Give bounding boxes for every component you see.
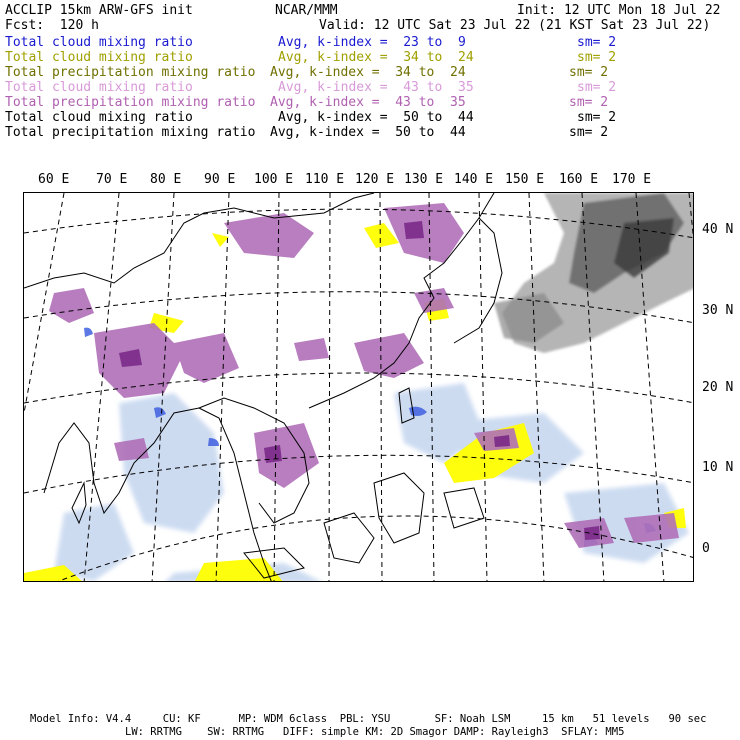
lon-label: 70 E <box>96 172 128 187</box>
lon-label: 100 E <box>254 172 294 187</box>
legend-row-field: Total cloud mixing ratio <box>5 80 193 95</box>
lat-label: 40 N <box>702 222 734 237</box>
legend-row-sm: sm= 2 <box>569 95 609 110</box>
forecast-hour: Fcst: 120 h <box>5 18 99 33</box>
model-info-line2: LW: RRTMG SW: RRTMG DIFF: simple KM: 2D Smagor DAMP: Rayleigh3 SFLAY: MM5 <box>125 726 625 738</box>
high-cloud-shading <box>494 193 694 353</box>
low-cloud-light-shading <box>54 383 689 582</box>
legend-row-sm: sm= 2 <box>577 110 617 125</box>
lon-label: 160 E <box>559 172 599 187</box>
lat-label: 10 N <box>702 460 734 475</box>
lat-label: 20 N <box>702 380 734 395</box>
legend-row-sm: sm= 2 <box>577 35 617 50</box>
legend-row-avg: Avg, k-index = 43 to 35 <box>278 80 474 95</box>
lon-label: 130 E <box>404 172 444 187</box>
legend-row-field: Total precipitation mixing ratio <box>5 65 256 80</box>
legend-row-sm: sm= 2 <box>577 80 617 95</box>
lon-label: 80 E <box>150 172 182 187</box>
legend-row-field: Total cloud mixing ratio <box>5 50 193 65</box>
init-time: Init: 12 UTC Mon 18 Jul 22 <box>517 3 721 18</box>
legend-row-field: Total precipitation mixing ratio <box>5 95 256 110</box>
legend-row-field: Total cloud mixing ratio <box>5 35 193 50</box>
legend-row-avg: Avg, k-index = 34 to 24 <box>270 65 466 80</box>
model-title: ACCLIP 15km ARW-GFS init <box>5 3 193 18</box>
lon-label: 150 E <box>505 172 545 187</box>
lon-label: 120 E <box>355 172 395 187</box>
legend-row-avg: Avg, k-index = 34 to 24 <box>278 50 474 65</box>
legend-row-sm: sm= 2 <box>577 50 617 65</box>
legend-row-sm: sm= 2 <box>569 125 609 140</box>
model-info-line1: Model Info: V4.4 CU: KF MP: WDM 6class PBL: YSU SF: Noah LSM 15 km 51 levels 90 sec <box>30 713 707 725</box>
lon-label: 90 E <box>204 172 236 187</box>
lat-label: 30 N <box>702 303 734 318</box>
legend-row-avg: Avg, k-index = 50 to 44 <box>270 125 466 140</box>
legend-row-avg: Avg, k-index = 43 to 35 <box>270 95 466 110</box>
lon-label: 170 E <box>612 172 652 187</box>
forecast-map <box>23 192 694 582</box>
organization-label: NCAR/MMM <box>275 3 338 18</box>
valid-time: Valid: 12 UTC Sat 23 Jul 22 (21 KST Sat 23 Jul 22) <box>319 18 711 33</box>
lon-label: 60 E <box>38 172 70 187</box>
lon-label: 110 E <box>305 172 345 187</box>
legend-row-avg: Avg, k-index = 23 to 9 <box>278 35 466 50</box>
legend-row-avg: Avg, k-index = 50 to 44 <box>278 110 474 125</box>
legend-row-field: Total precipitation mixing ratio <box>5 125 256 140</box>
legend-row-field: Total cloud mixing ratio <box>5 110 193 125</box>
lon-label: 140 E <box>454 172 494 187</box>
legend-row-sm: sm= 2 <box>569 65 609 80</box>
lat-label: 0 <box>702 541 710 556</box>
